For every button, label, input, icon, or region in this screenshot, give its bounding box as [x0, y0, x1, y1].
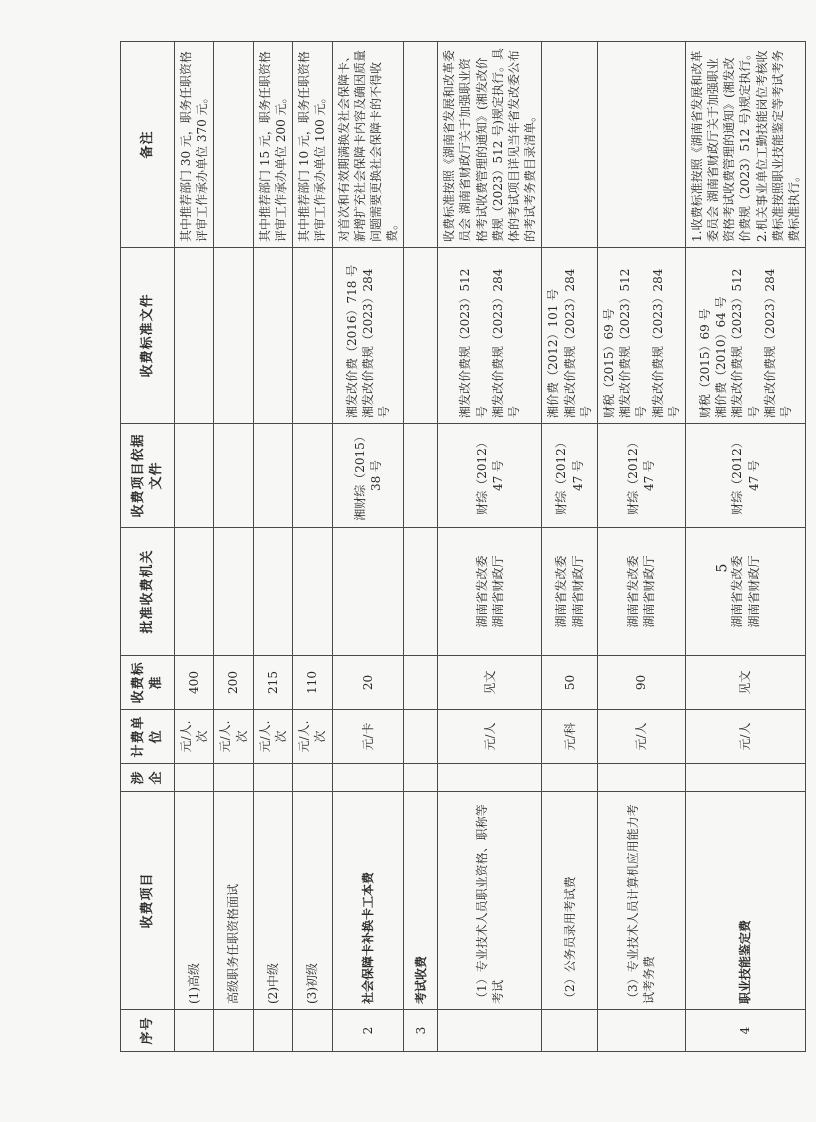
table-header-row	[121, 42, 175, 1052]
cell-basis: 财综（2012）47 号	[542, 424, 598, 528]
cell-basis: 财综（2012）47 号	[438, 424, 542, 528]
header-basis-doc: 收费项目依据文件	[121, 424, 175, 528]
cell-standard-doc	[404, 248, 438, 424]
cell-standard: 400	[175, 656, 214, 710]
cell-remarks	[404, 42, 438, 248]
cell-item: (3)初级	[293, 792, 332, 1010]
cell-basis: 湘财综（2015）38 号	[332, 424, 404, 528]
header-authority: 批准收费机关	[121, 528, 175, 656]
cell-no: 3	[404, 1010, 438, 1052]
header-unit: 计费单位	[121, 710, 175, 764]
cell-basis	[293, 424, 332, 528]
cell-standard: 215	[253, 656, 292, 710]
cell-standard: 200	[214, 656, 253, 710]
cell-no	[293, 1010, 332, 1052]
cell-basis	[214, 424, 253, 528]
cell-no	[214, 1010, 253, 1052]
cell-basis	[175, 424, 214, 528]
cell-standard: 90	[597, 656, 685, 710]
table-row	[332, 42, 404, 1052]
header-standard-doc: 收费标准文件	[121, 248, 175, 424]
cell-unit	[404, 710, 438, 764]
cell-item: 职业技能鉴定费	[685, 792, 805, 1010]
cell-unit: 元/人.次	[293, 710, 332, 764]
table-row	[685, 42, 805, 1052]
rotated-table-page	[120, 42, 801, 1052]
cell-standard-doc	[253, 248, 292, 424]
cell-standard: 见文	[685, 656, 805, 710]
cell-involves-enterprise	[438, 764, 542, 792]
cell-remarks: 对首次和有效期满换发社会保障卡、新增扩充社会保障卡内容及确因质量问题需要更换社会保障卡的不得收费。	[332, 42, 404, 248]
header-no: 序号	[121, 1010, 175, 1052]
cell-item: （3）专业技术人员计算机应用能力考试考务费	[597, 792, 685, 1010]
cell-unit: 元/人	[597, 710, 685, 764]
cell-authority	[293, 528, 332, 656]
cell-remarks: 其中推荐部门 10 元，职务任职资格评审工作承办单位 100 元。	[293, 42, 332, 248]
cell-authority	[332, 528, 404, 656]
cell-remarks	[542, 42, 598, 248]
cell-basis: 财综（2012）47 号	[597, 424, 685, 528]
cell-remarks	[597, 42, 685, 248]
cell-authority	[175, 528, 214, 656]
cell-standard-doc: 湘发改价费（2016）718 号 湘发改价费规（2023）284 号	[332, 248, 404, 424]
cell-item: 考试收费	[404, 792, 438, 1010]
cell-item: （1）专业技术人员职业资格、职称等考试	[438, 792, 542, 1010]
cell-standard: 110	[293, 656, 332, 710]
cell-authority	[253, 528, 292, 656]
cell-remarks	[214, 42, 253, 248]
cell-item: 高级职务任职资格面试	[214, 792, 253, 1010]
cell-item: (2)中级	[253, 792, 292, 1010]
fee-table	[120, 41, 806, 1052]
cell-item: (1)高级	[175, 792, 214, 1010]
cell-unit: 元/人	[685, 710, 805, 764]
cell-unit: 元/卡	[332, 710, 404, 764]
cell-standard-doc	[293, 248, 332, 424]
cell-no	[597, 1010, 685, 1052]
cell-unit: 元/人.次	[214, 710, 253, 764]
table-row	[438, 42, 542, 1052]
table-row	[175, 42, 214, 1052]
table-row	[253, 42, 292, 1052]
cell-basis: 财综（2012）47 号	[685, 424, 805, 528]
cell-authority	[214, 528, 253, 656]
cell-no	[438, 1010, 542, 1052]
cell-standard: 50	[542, 656, 598, 710]
table-row	[214, 42, 253, 1052]
cell-authority: 湖南省发改委 湖南省财政厅	[542, 528, 598, 656]
cell-no	[253, 1010, 292, 1052]
cell-item: （2）公务员录用考试费	[542, 792, 598, 1010]
cell-standard-doc: 财税（2015）69 号 湘价费（2010）64 号 湘发改价费规（2023）512 号 湘发改价费规（2023）284 号	[685, 248, 805, 424]
cell-unit: 元/科	[542, 710, 598, 764]
page-number: 5	[714, 563, 731, 573]
cell-authority: 湖南省发改委 湖南省财政厅	[597, 528, 685, 656]
cell-standard: 20	[332, 656, 404, 710]
table-row	[542, 42, 598, 1052]
cell-remarks: 收费标准按照《湖南省发展和改革委员会 湖南省财政厅关于加强职业资格考试收费管理的通知》(湘发改价费规（2023）512 号)规定执行。具体的考试项目详见当年省发改委公布的考试考务费目录清单。	[438, 42, 542, 248]
cell-involves-enterprise	[214, 764, 253, 792]
cell-no: 2	[332, 1010, 404, 1052]
cell-no	[542, 1010, 598, 1052]
table-row	[293, 42, 332, 1052]
cell-authority: 湖南省发改委 湖南省财政厅	[438, 528, 542, 656]
cell-authority: 湖南省发改委 湖南省财政厅	[685, 528, 805, 656]
cell-involves-enterprise	[597, 764, 685, 792]
cell-standard	[404, 656, 438, 710]
cell-standard-doc: 湘发改价费规（2023）512 号 湘发改价费规（2023）284 号	[438, 248, 542, 424]
header-remarks: 备注	[121, 42, 175, 248]
cell-involves-enterprise	[175, 764, 214, 792]
cell-no	[175, 1010, 214, 1052]
cell-unit: 元/人.次	[175, 710, 214, 764]
cell-standard: 见文	[438, 656, 542, 710]
header-involves-enterprise: 涉企	[121, 764, 175, 792]
cell-basis	[404, 424, 438, 528]
cell-remarks: 其中推荐部门 15 元，职务任职资格评审工作承办单位 200 元。	[253, 42, 292, 248]
cell-standard-doc: 湘价费（2012）101 号 湘发改价费规（2023）284 号	[542, 248, 598, 424]
cell-involves-enterprise	[404, 764, 438, 792]
table-row	[404, 42, 438, 1052]
cell-involves-enterprise	[293, 764, 332, 792]
cell-item: 社会保障卡补换卡工本费	[332, 792, 404, 1010]
cell-standard-doc: 财税（2015）69 号 湘发改价费规（2023）512 号 湘发改价费规（2023）284 号	[597, 248, 685, 424]
cell-remarks: 1.收费标准按照《湖南省发展和改革委员会 湖南省财政厅关于加强职业资格考试收费管理的通知》(湘发改价费规（2023）512 号)规定执行。2.机关事业单位工勤技能岗位考核收费标准按照职业技能鉴定等考试考务费标准执行。	[685, 42, 805, 248]
table-row	[597, 42, 685, 1052]
cell-standard-doc	[214, 248, 253, 424]
cell-unit: 元/人.次	[253, 710, 292, 764]
header-item: 收费项目	[121, 792, 175, 1010]
cell-remarks: 其中推荐部门 30 元，职务任职资格评审工作承办单位 370 元。	[175, 42, 214, 248]
cell-involves-enterprise	[253, 764, 292, 792]
cell-involves-enterprise	[542, 764, 598, 792]
cell-no: 4	[685, 1010, 805, 1052]
cell-involves-enterprise	[685, 764, 805, 792]
cell-basis	[253, 424, 292, 528]
cell-standard-doc	[175, 248, 214, 424]
cell-involves-enterprise	[332, 764, 404, 792]
header-standard: 收费标准	[121, 656, 175, 710]
cell-unit: 元/人	[438, 710, 542, 764]
cell-authority	[404, 528, 438, 656]
